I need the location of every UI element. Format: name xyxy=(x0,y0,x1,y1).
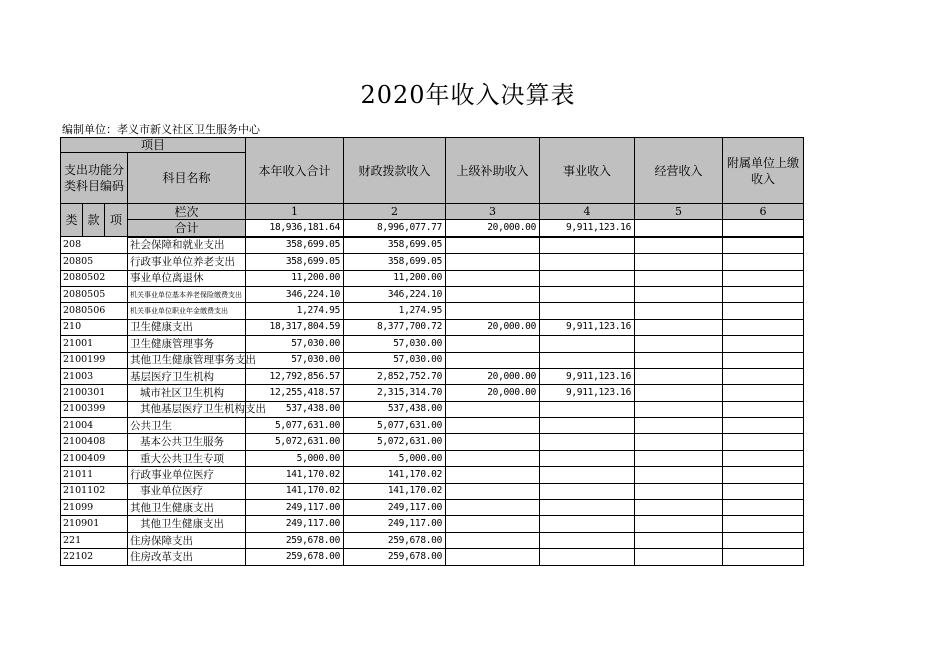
total-value-6 xyxy=(723,220,804,237)
row-value-5 xyxy=(635,401,723,417)
row-value-1: 5,072,631.00 xyxy=(246,434,344,450)
row-value-3 xyxy=(446,352,540,368)
colnum-3: 3 xyxy=(446,204,540,220)
report-title: 2020年收入决算表 xyxy=(360,81,576,109)
table-row xyxy=(61,418,804,434)
row-value-1: 5,000.00 xyxy=(246,450,344,466)
row-value-6 xyxy=(723,237,804,254)
row-value-5 xyxy=(635,418,723,434)
row-value-1: 346,224.10 xyxy=(246,286,344,302)
row-value-4 xyxy=(540,483,635,499)
table-row xyxy=(61,483,804,499)
row-subject-name: 事业单位离退休 xyxy=(128,270,246,286)
row-value-5 xyxy=(635,270,723,286)
colnum-6: 6 xyxy=(723,204,804,220)
row-value-3 xyxy=(446,500,540,516)
row-subject-name: 基层医疗卫生机构 xyxy=(128,368,246,384)
header-col-6: 附属单位上缴收入 xyxy=(723,138,804,204)
row-value-2: 5,072,631.00 xyxy=(344,434,446,450)
row-value-6 xyxy=(723,467,804,483)
row-value-3 xyxy=(446,254,540,270)
row-value-4 xyxy=(540,532,635,548)
row-value-6 xyxy=(723,500,804,516)
row-value-6 xyxy=(723,352,804,368)
total-value-4: 9,911,123.16 xyxy=(540,220,635,237)
row-value-2: 249,117.00 xyxy=(344,516,446,532)
row-value-4 xyxy=(540,352,635,368)
row-code: 2100199 xyxy=(61,352,128,368)
row-value-1: 259,678.00 xyxy=(246,549,344,565)
income-report-table xyxy=(60,137,804,566)
row-value-5 xyxy=(635,516,723,532)
table-row xyxy=(61,385,804,401)
row-value-1: 259,678.00 xyxy=(246,532,344,548)
row-value-1: 1,274.95 xyxy=(246,303,344,319)
row-value-3 xyxy=(446,467,540,483)
row-value-3: 20,000.00 xyxy=(446,319,540,335)
row-value-2: 141,170.02 xyxy=(344,467,446,483)
table-row xyxy=(61,254,804,270)
table-row xyxy=(61,516,804,532)
table-row xyxy=(61,450,804,466)
row-value-6 xyxy=(723,385,804,401)
row-value-5 xyxy=(635,385,723,401)
row-code: 21004 xyxy=(61,418,128,434)
row-code: 21001 xyxy=(61,336,128,352)
total-value-5 xyxy=(635,220,723,237)
row-code: 208 xyxy=(61,237,128,254)
row-value-2: 2,315,314.70 xyxy=(344,385,446,401)
colnum-1: 1 xyxy=(246,204,344,220)
row-value-5 xyxy=(635,237,723,254)
row-value-5 xyxy=(635,319,723,335)
total-value-3: 20,000.00 xyxy=(446,220,540,237)
row-value-3 xyxy=(446,418,540,434)
row-value-4 xyxy=(540,500,635,516)
table-row xyxy=(61,532,804,548)
header-func-code: 支出功能分类科目编码 xyxy=(61,153,128,204)
row-code: 2080505 xyxy=(61,286,128,302)
row-value-6 xyxy=(723,270,804,286)
row-value-2: 11,200.00 xyxy=(344,270,446,286)
row-value-3 xyxy=(446,303,540,319)
row-value-5 xyxy=(635,532,723,548)
row-value-4 xyxy=(540,467,635,483)
row-value-5 xyxy=(635,549,723,565)
row-value-2: 358,699.05 xyxy=(344,254,446,270)
row-subject-name: 机关事业单位职业年金缴费支出 xyxy=(128,303,246,319)
row-value-5 xyxy=(635,368,723,384)
row-subject-name: 其他卫生健康管理事务支出 xyxy=(128,352,246,368)
row-value-4 xyxy=(540,450,635,466)
row-value-4 xyxy=(540,401,635,417)
row-value-2: 537,438.00 xyxy=(344,401,446,417)
row-code: 2080502 xyxy=(61,270,128,286)
row-value-5 xyxy=(635,434,723,450)
row-subject-name: 机关事业单位基本养老保险缴费支出 xyxy=(128,286,246,302)
row-value-1: 12,792,856.57 xyxy=(246,368,344,384)
row-value-1: 18,317,804.59 xyxy=(246,319,344,335)
row-value-6 xyxy=(723,254,804,270)
header-xiangmu: 项目 xyxy=(61,138,246,153)
row-value-4: 9,911,123.16 xyxy=(540,368,635,384)
row-value-4 xyxy=(540,549,635,565)
row-value-1: 537,438.00 xyxy=(246,401,344,417)
table-row xyxy=(61,467,804,483)
table-row xyxy=(61,319,804,335)
row-value-2: 346,224.10 xyxy=(344,286,446,302)
row-value-6 xyxy=(723,516,804,532)
row-value-3: 20,000.00 xyxy=(446,385,540,401)
header-col-4: 事业收入 xyxy=(540,138,635,204)
row-value-5 xyxy=(635,467,723,483)
row-code: 21099 xyxy=(61,500,128,516)
table-header xyxy=(61,138,804,237)
row-code: 221 xyxy=(61,532,128,548)
row-value-4 xyxy=(540,516,635,532)
row-subject-name: 行政事业单位医疗 xyxy=(128,467,246,483)
total-value-1: 18,936,181.64 xyxy=(246,220,344,237)
row-value-5 xyxy=(635,500,723,516)
row-subject-name: 城市社区卫生机构 xyxy=(128,385,246,401)
row-code: 2100301 xyxy=(61,385,128,401)
table-row xyxy=(61,401,804,417)
row-value-6 xyxy=(723,549,804,565)
row-value-1: 11,200.00 xyxy=(246,270,344,286)
row-value-1: 249,117.00 xyxy=(246,500,344,516)
header-lei: 类 xyxy=(61,204,83,237)
row-code: 21003 xyxy=(61,368,128,384)
row-value-6 xyxy=(723,434,804,450)
row-value-5 xyxy=(635,352,723,368)
row-value-2: 259,678.00 xyxy=(344,532,446,548)
table-row xyxy=(61,237,804,254)
table-row xyxy=(61,270,804,286)
row-value-2: 1,274.95 xyxy=(344,303,446,319)
row-value-4 xyxy=(540,237,635,254)
row-value-3 xyxy=(446,401,540,417)
row-subject-name: 卫生健康支出 xyxy=(128,319,246,335)
row-value-6 xyxy=(723,286,804,302)
row-value-5 xyxy=(635,286,723,302)
row-value-2: 8,377,700.72 xyxy=(344,319,446,335)
row-value-1: 12,255,418.57 xyxy=(246,385,344,401)
header-heji: 合计 xyxy=(128,220,246,237)
row-value-1: 5,077,631.00 xyxy=(246,418,344,434)
row-value-2: 57,030.00 xyxy=(344,352,446,368)
row-subject-name: 其他基层医疗卫生机构支出 xyxy=(128,401,246,417)
row-value-2: 141,170.02 xyxy=(344,483,446,499)
header-col-5: 经营收入 xyxy=(635,138,723,204)
header-xiang: 项 xyxy=(105,204,128,237)
row-code: 2100408 xyxy=(61,434,128,450)
table-row xyxy=(61,352,804,368)
row-value-5 xyxy=(635,483,723,499)
row-value-3 xyxy=(446,483,540,499)
row-value-2: 2,852,752.70 xyxy=(344,368,446,384)
row-value-6 xyxy=(723,483,804,499)
table-row xyxy=(61,286,804,302)
row-value-1: 358,699.05 xyxy=(246,254,344,270)
row-value-3 xyxy=(446,549,540,565)
colnum-5: 5 xyxy=(635,204,723,220)
row-code: 21011 xyxy=(61,467,128,483)
row-value-2: 358,699.05 xyxy=(344,237,446,254)
row-value-4 xyxy=(540,286,635,302)
row-subject-name: 卫生健康管理事务 xyxy=(128,336,246,352)
row-value-5 xyxy=(635,303,723,319)
row-subject-name: 住房保障支出 xyxy=(128,532,246,548)
row-value-3 xyxy=(446,532,540,548)
row-value-4 xyxy=(540,254,635,270)
row-value-4 xyxy=(540,434,635,450)
table-body xyxy=(61,237,804,565)
row-value-1: 57,030.00 xyxy=(246,336,344,352)
row-value-5 xyxy=(635,336,723,352)
row-code: 20805 xyxy=(61,254,128,270)
table-row xyxy=(61,434,804,450)
row-value-3 xyxy=(446,450,540,466)
table-row xyxy=(61,500,804,516)
row-subject-name: 基本公共卫生服务 xyxy=(128,434,246,450)
row-value-6 xyxy=(723,450,804,466)
row-code: 210 xyxy=(61,319,128,335)
compiling-unit: 编制单位：孝义市新义社区卫生服务中心 xyxy=(62,123,260,136)
row-value-2: 57,030.00 xyxy=(344,336,446,352)
row-code: 2080506 xyxy=(61,303,128,319)
row-value-3: 20,000.00 xyxy=(446,368,540,384)
row-value-6 xyxy=(723,532,804,548)
colnum-4: 4 xyxy=(540,204,635,220)
total-value-2: 8,996,077.77 xyxy=(344,220,446,237)
row-value-1: 141,170.02 xyxy=(246,467,344,483)
row-value-2: 249,117.00 xyxy=(344,500,446,516)
row-value-6 xyxy=(723,303,804,319)
header-lanci: 栏次 xyxy=(128,204,246,220)
row-subject-name: 事业单位医疗 xyxy=(128,483,246,499)
row-value-6 xyxy=(723,336,804,352)
row-subject-name: 其他卫生健康支出 xyxy=(128,516,246,532)
row-code: 2100399 xyxy=(61,401,128,417)
row-value-4 xyxy=(540,418,635,434)
row-code: 2101102 xyxy=(61,483,128,499)
header-subject-name: 科目名称 xyxy=(128,153,246,204)
row-value-4: 9,911,123.16 xyxy=(540,385,635,401)
row-value-1: 358,699.05 xyxy=(246,237,344,254)
row-value-4 xyxy=(540,303,635,319)
row-value-3 xyxy=(446,237,540,254)
row-value-4: 9,911,123.16 xyxy=(540,319,635,335)
table-row xyxy=(61,549,804,565)
row-code: 210901 xyxy=(61,516,128,532)
row-code: 2100409 xyxy=(61,450,128,466)
colnum-2: 2 xyxy=(344,204,446,220)
row-value-3 xyxy=(446,286,540,302)
row-subject-name: 行政事业单位养老支出 xyxy=(128,254,246,270)
row-value-6 xyxy=(723,401,804,417)
row-value-2: 5,000.00 xyxy=(344,450,446,466)
row-subject-name: 重大公共卫生专项 xyxy=(128,450,246,466)
row-value-1: 141,170.02 xyxy=(246,483,344,499)
row-value-3 xyxy=(446,336,540,352)
row-value-5 xyxy=(635,254,723,270)
header-col-1: 本年收入合计 xyxy=(246,138,344,204)
row-value-3 xyxy=(446,434,540,450)
row-value-5 xyxy=(635,450,723,466)
row-value-3 xyxy=(446,270,540,286)
row-value-4 xyxy=(540,270,635,286)
header-kuan: 款 xyxy=(83,204,105,237)
table-row xyxy=(61,368,804,384)
row-subject-name: 公共卫生 xyxy=(128,418,246,434)
row-value-1: 57,030.00 xyxy=(246,352,344,368)
row-value-2: 259,678.00 xyxy=(344,549,446,565)
table-row xyxy=(61,336,804,352)
row-subject-name: 其他卫生健康支出 xyxy=(128,500,246,516)
row-value-3 xyxy=(446,516,540,532)
table-row xyxy=(61,303,804,319)
row-value-1: 249,117.00 xyxy=(246,516,344,532)
row-value-6 xyxy=(723,418,804,434)
row-value-2: 5,077,631.00 xyxy=(344,418,446,434)
row-code: 22102 xyxy=(61,549,128,565)
row-subject-name: 社会保障和就业支出 xyxy=(128,237,246,254)
row-value-4 xyxy=(540,336,635,352)
row-value-6 xyxy=(723,368,804,384)
row-value-6 xyxy=(723,319,804,335)
header-col-2: 财政拨款收入 xyxy=(344,138,446,204)
row-subject-name: 住房改革支出 xyxy=(128,549,246,565)
header-col-3: 上级补助收入 xyxy=(446,138,540,204)
